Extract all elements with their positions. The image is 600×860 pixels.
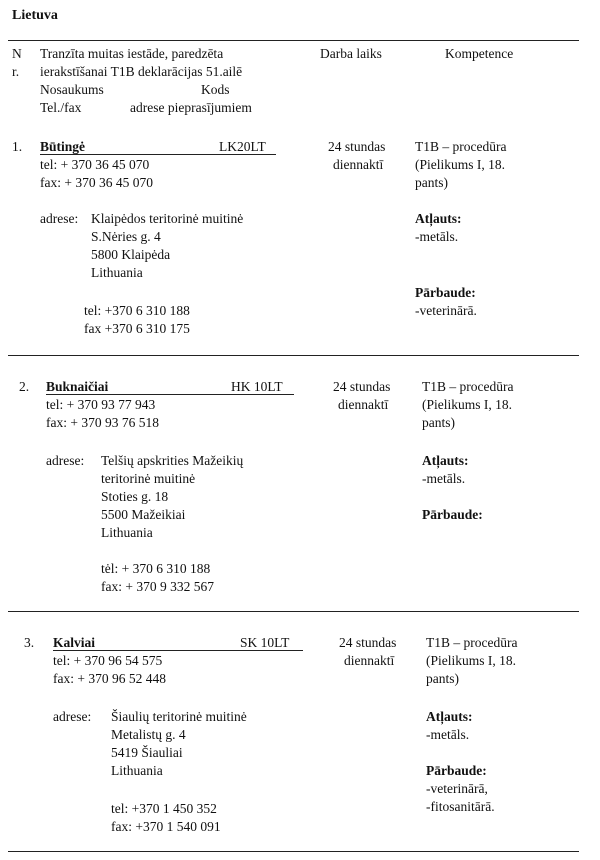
entry-procedure-line: T1B – procedūra	[422, 379, 514, 394]
entry-check-label: Pārbaude:	[426, 763, 487, 778]
entry-allowed-item: -metāls.	[415, 229, 459, 244]
entry-address-label: adrese:	[53, 709, 92, 724]
entry-code: SK 10LT	[240, 635, 290, 650]
entry-address-line: 5419 Šiauliai	[111, 745, 183, 760]
entry-address-line: S.Nėries g. 4	[91, 229, 161, 244]
entry-name-underline	[46, 394, 294, 395]
entry-address-line: 5500 Mažeikiai	[101, 507, 186, 522]
entry-address-line: Telšių apskrities Mažeikių	[101, 453, 244, 468]
entry-check-item: -veterinārā.	[415, 303, 477, 318]
header-nr-line-2: r.	[12, 64, 20, 79]
entry-procedure-line: (Pielikums I, 18.	[422, 397, 512, 412]
entry-address-line: Šiaulių teritorinė muitinė	[111, 709, 247, 724]
entry-procedure-line: pants)	[415, 175, 448, 190]
entry-address-line: Stoties g. 18	[101, 489, 169, 504]
entry-allowed-item: -metāls.	[422, 471, 466, 486]
entry-address-fax: fax +370 6 310 175	[84, 321, 190, 336]
entry-hours-line: 24 stundas	[333, 379, 391, 394]
entry-address-fax: fax: + 370 9 332 567	[101, 579, 214, 594]
entry-procedure-line: (Pielikums I, 18.	[415, 157, 505, 172]
entry-separator	[8, 355, 579, 356]
entry-address-line: Metalistų g. 4	[111, 727, 186, 742]
entry-fax: fax: + 370 93 76 518	[46, 415, 159, 430]
header-competence-label: Kompetence	[445, 46, 514, 61]
entry-separator	[8, 611, 579, 612]
entry-procedure-line: T1B – procedūra	[426, 635, 518, 650]
entry-address-line: Lithuania	[111, 763, 163, 778]
entry-address-label: adrese:	[40, 211, 79, 226]
entry-allowed-label: Atļauts:	[426, 709, 473, 724]
entry-check-item: -fitosanitārā.	[426, 799, 495, 814]
entry-procedure-line: pants)	[422, 415, 455, 430]
entry-address-tel: tėl: + 370 6 310 188	[101, 561, 211, 576]
entry-address-label: adrese:	[46, 453, 85, 468]
entry-name: Buknaičiai	[46, 379, 109, 394]
header-address-label: adrese pieprasījumiem	[130, 100, 252, 115]
header-name-label: Nosaukums	[40, 82, 104, 97]
entry-number: 2.	[19, 379, 30, 394]
entry-address-fax: fax: +370 1 540 091	[111, 819, 221, 834]
entry-name-underline	[40, 154, 276, 155]
table-top-rule	[8, 40, 579, 41]
entry-check-item: -veterinārā,	[426, 781, 488, 796]
header-code-label: Kods	[201, 82, 230, 97]
entry-procedure-line: (Pielikums I, 18.	[426, 653, 516, 668]
entry-code: LK20LT	[219, 139, 266, 154]
entry-hours-line: diennaktī	[344, 653, 395, 668]
entry-fax: fax: + 370 36 45 070	[40, 175, 153, 190]
entry-check-label: Pārbaude:	[422, 507, 483, 522]
entry-allowed-label: Atļauts:	[415, 211, 462, 226]
header-office-line-2: ierakstīšanai T1B deklarācijas 51.ailē	[40, 64, 243, 79]
entry-name: Būtingė	[40, 139, 86, 154]
header-hours-label: Darba laiks	[320, 46, 382, 61]
country-heading: Lietuva	[12, 8, 58, 23]
entry-check-label: Pārbaude:	[415, 285, 476, 300]
entry-hours-line: 24 stundas	[328, 139, 386, 154]
entry-fax: fax: + 370 96 52 448	[53, 671, 166, 686]
entry-name: Kalviai	[53, 635, 96, 650]
entry-address-line: Lithuania	[91, 265, 143, 280]
entry-number: 3.	[24, 635, 35, 650]
entry-address-tel: tel: +370 6 310 188	[84, 303, 190, 318]
entry-address-line: teritorinė muitinė	[101, 471, 196, 486]
entry-tel: tel: + 370 93 77 943	[46, 397, 156, 412]
entry-procedure-line: T1B – procedūra	[415, 139, 507, 154]
entry-address-line: 5800 Klaipėda	[91, 247, 171, 262]
entry-hours-line: diennaktī	[333, 157, 384, 172]
entry-number: 1.	[12, 139, 23, 154]
header-nr-line-1: N	[12, 46, 22, 61]
table-bottom-rule	[8, 851, 579, 852]
entry-address-line: Lithuania	[101, 525, 153, 540]
entry-tel: tel: + 370 96 54 575	[53, 653, 163, 668]
entry-procedure-line: pants)	[426, 671, 459, 686]
header-telfax-label: Tel./fax	[40, 100, 82, 115]
entry-code: HK 10LT	[231, 379, 283, 394]
entry-name-underline	[53, 650, 303, 651]
entry-address-line: Klaipėdos teritorinė muitinė	[91, 211, 244, 226]
entry-allowed-label: Atļauts:	[422, 453, 469, 468]
entry-allowed-item: -metāls.	[426, 727, 470, 742]
header-office-line-1: Tranzīta muitas iestāde, paredzēta	[40, 46, 224, 61]
entry-address-tel: tel: +370 1 450 352	[111, 801, 217, 816]
entry-hours-line: 24 stundas	[339, 635, 397, 650]
entry-tel: tel: + 370 36 45 070	[40, 157, 150, 172]
entry-hours-line: diennaktī	[338, 397, 389, 412]
